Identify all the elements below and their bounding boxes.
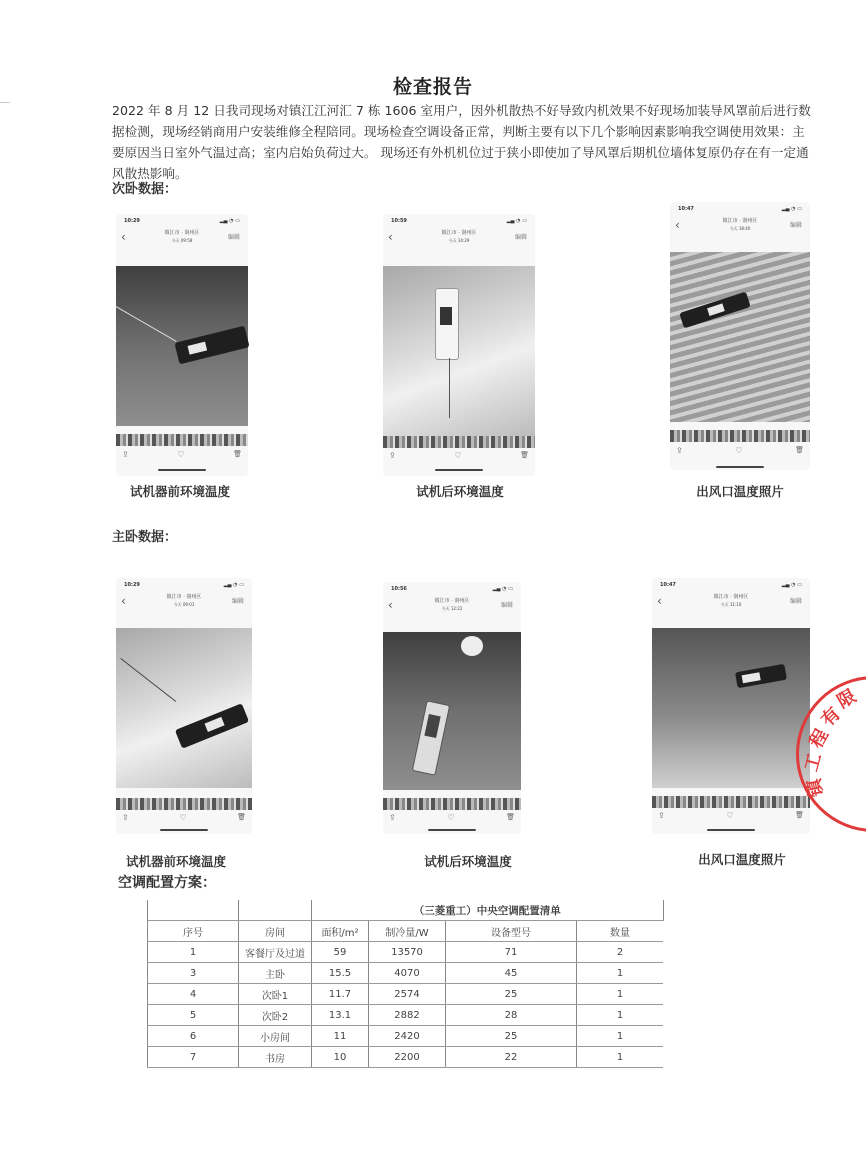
photo-navbar: [652, 592, 810, 612]
status-time: 10:56: [391, 586, 407, 592]
location-sub: 今天 09:58: [171, 238, 193, 243]
table-row: [148, 1005, 664, 1026]
vent-photo: [670, 252, 810, 422]
photo-toolbar: [116, 813, 252, 825]
status-time: 10:47: [660, 582, 676, 588]
column-header: 制冷量/W: [369, 921, 446, 942]
table-cell: 6: [148, 1026, 239, 1047]
table-cell: 25: [446, 984, 577, 1005]
stamp-text: 限: [833, 685, 860, 713]
thumbnail-strip[interactable]: [670, 430, 810, 442]
edit-button[interactable]: 编辑: [500, 602, 513, 609]
photo-card: [116, 214, 248, 476]
thermometer-device: [735, 664, 787, 688]
home-indicator: [158, 469, 206, 471]
status-time: 10:59: [391, 218, 407, 224]
table-cell: 次卧1: [239, 984, 312, 1005]
section-label-master-bedroom: 主卧数据：: [112, 530, 178, 545]
location-text: 镇江市 · 润州区: [434, 598, 470, 604]
trash-icon[interactable]: 🗑: [795, 446, 804, 454]
location-sub: 今天 11:10: [720, 602, 742, 607]
table-cell: 1: [148, 942, 239, 963]
location-text: 镇江市 · 润州区: [722, 218, 758, 224]
photo-toolbar: [383, 813, 521, 825]
table-cell: 主卧: [239, 963, 312, 984]
table-cell: 1: [577, 1026, 664, 1047]
photo-toolbar: [670, 446, 810, 458]
table-cell: 4070: [369, 963, 446, 984]
home-indicator: [707, 829, 755, 831]
status-time: 10:29: [124, 582, 140, 588]
table-row: [148, 963, 664, 984]
photo-toolbar: [383, 451, 535, 463]
heart-icon[interactable]: ♡: [179, 813, 187, 822]
status-bar: [124, 218, 240, 226]
table-cell: 1: [577, 1047, 664, 1068]
status-bar: [678, 206, 802, 214]
vent-photo: [652, 628, 810, 788]
location-sub: 今天 18:40: [729, 226, 751, 231]
stamp-text: 镇: [803, 777, 828, 799]
back-icon[interactable]: ‹: [657, 594, 662, 608]
table-cell: 2: [577, 942, 664, 963]
edit-button[interactable]: 编辑: [227, 234, 240, 241]
location-sub: 今天 12:22: [441, 606, 463, 611]
share-icon[interactable]: ⇪: [389, 813, 396, 822]
table-cell: 3: [148, 963, 239, 984]
table-cell: 11: [312, 1026, 369, 1047]
photo-card: [116, 578, 252, 834]
thermometer-photo: [383, 632, 521, 790]
table-cell: 13.1: [312, 1005, 369, 1026]
trash-icon[interactable]: 🗑: [795, 811, 804, 819]
thermometer-device: [175, 703, 249, 749]
photo-card: [383, 214, 535, 476]
table-cell: 25: [446, 1026, 577, 1047]
stamp-text: 工: [800, 750, 826, 774]
home-indicator: [435, 469, 483, 471]
trash-icon[interactable]: 🗑: [506, 813, 515, 821]
back-icon[interactable]: ‹: [388, 598, 393, 612]
photo-navbar: [383, 228, 535, 248]
location-text: 镇江市 · 润州区: [713, 594, 749, 600]
stamp-text: 程: [805, 725, 833, 752]
table-cell: 1: [577, 963, 664, 984]
photo-caption: 出风口温度照片: [696, 484, 784, 499]
thumbnail-strip[interactable]: [383, 436, 535, 448]
photo-caption: 试机器前环境温度: [125, 854, 226, 869]
thermometer-device: [174, 326, 249, 365]
location-sub: 今天 09:01: [173, 602, 195, 607]
thermometer-photo: [116, 266, 248, 426]
table-cell: 7: [148, 1047, 239, 1068]
table-cell: 1: [577, 984, 664, 1005]
home-indicator: [716, 466, 764, 468]
photo-navbar: [383, 596, 521, 616]
edit-button[interactable]: 编辑: [789, 222, 802, 229]
home-indicator: [160, 829, 208, 831]
table-title-row: [148, 900, 664, 921]
status-bar: [391, 586, 513, 594]
table-cell: 2574: [369, 984, 446, 1005]
heart-icon[interactable]: ♡: [177, 450, 185, 459]
column-header: 数量: [577, 921, 664, 942]
photo-caption: 出风口温度照片: [698, 852, 786, 867]
table-cell: 22: [446, 1047, 577, 1068]
section-label-second-bedroom: 次卧数据：: [112, 182, 178, 197]
table-cell: [148, 900, 239, 921]
table-header-row: [148, 921, 664, 942]
back-icon[interactable]: ‹: [121, 594, 126, 608]
thumbnail-strip[interactable]: [116, 434, 248, 446]
section-label-ac-config: 空调配置方案：: [118, 875, 216, 891]
thermometer-device: [435, 288, 459, 360]
photo-toolbar: [116, 450, 248, 462]
table-row: [148, 1026, 664, 1047]
table-row: [148, 942, 664, 963]
home-indicator: [428, 829, 476, 831]
photo-navbar: [116, 228, 248, 248]
signal-icons: ▂▄ ◔ ▭: [223, 582, 244, 588]
back-icon[interactable]: ‹: [388, 230, 393, 244]
heart-icon[interactable]: ♡: [726, 811, 734, 820]
photo-card: [670, 202, 810, 470]
table-cell: 28: [446, 1005, 577, 1026]
page-title: 检查报告: [392, 76, 473, 98]
photo-caption: 试机后环境温度: [424, 854, 512, 869]
table-cell: 小房间: [239, 1026, 312, 1047]
table-cell: 10: [312, 1047, 369, 1068]
share-icon[interactable]: ⇪: [389, 451, 396, 460]
photo-navbar: [116, 592, 252, 612]
photo-card: [383, 582, 521, 834]
table-row: [148, 1047, 664, 1068]
edit-button[interactable]: 编辑: [789, 598, 802, 605]
table-cell: 1: [577, 1005, 664, 1026]
table-cell: 5: [148, 1005, 239, 1026]
location-text: 镇江市 · 润州区: [166, 594, 202, 600]
scan-margin-mark: [0, 102, 10, 103]
thermometer-photo: [116, 628, 252, 788]
share-icon[interactable]: ⇪: [122, 813, 129, 822]
table-cell: 2882: [369, 1005, 446, 1026]
table-row: [148, 984, 664, 1005]
table-cell: 客餐厅及过道: [239, 942, 312, 963]
signal-icons: ▂▄ ◔ ▭: [219, 218, 240, 224]
trash-icon[interactable]: 🗑: [520, 451, 529, 459]
stamp-text: 有: [817, 703, 845, 731]
table-cell: 59: [312, 942, 369, 963]
table-title: （三菱重工）中央空调配置清单: [312, 900, 664, 921]
thermometer-photo: [383, 266, 535, 436]
table-cell: 45: [446, 963, 577, 984]
thumbnail-strip[interactable]: [383, 798, 521, 810]
column-header: 面积/m²: [312, 921, 369, 942]
table-cell: 2420: [369, 1026, 446, 1047]
signal-icons: ▂▄ ◔ ▭: [781, 582, 802, 588]
signal-icons: ▂▄ ◔ ▭: [492, 586, 513, 592]
status-bar: [124, 582, 244, 590]
photo-card: [652, 578, 810, 834]
thermometer-device: [412, 700, 450, 775]
back-icon[interactable]: ‹: [675, 218, 680, 232]
photo-location: [383, 230, 535, 244]
intro-text: 2022 年 8 月 12 日我司现场对镇江江河汇 7 栋 1606 室用户，因外机散热不好导致内机效果不好现场加装导风罩前后进行数据检测，现场经销商用户安装维修全程陪同。现场检查空调设备正常，判断主要有以下几个影响因素影响我空调使用效果：主要原因当日室外气温过高；室内启始负荷过大。 现场还有外机机位过于狭小即使加了导风罩后期机位墙体复原仍存在有一定通风散热影响。: [112, 103, 811, 181]
photo-caption: 试机器前环境温度: [129, 484, 230, 499]
thumbnail-strip[interactable]: [116, 798, 252, 810]
thumbnail-strip[interactable]: [652, 796, 810, 808]
signal-icons: ▂▄ ◔ ▭: [781, 206, 802, 212]
heart-icon[interactable]: ♡: [454, 451, 462, 460]
photo-caption: 试机后环境温度: [416, 484, 504, 499]
ac-config-table: [147, 900, 664, 1068]
back-icon[interactable]: ‹: [121, 230, 126, 244]
table-cell: 71: [446, 942, 577, 963]
location-text: 镇江市 · 润州区: [441, 230, 477, 236]
signal-icons: ▂▄ ◔ ▭: [506, 218, 527, 224]
table-cell: 次卧2: [239, 1005, 312, 1026]
table-cell: 11.7: [312, 984, 369, 1005]
status-bar: [391, 218, 527, 226]
trash-icon[interactable]: 🗑: [233, 450, 242, 458]
column-header: 设备型号: [446, 921, 577, 942]
heart-icon[interactable]: ♡: [447, 813, 455, 822]
table-cell: 13570: [369, 942, 446, 963]
share-icon[interactable]: ⇪: [658, 811, 665, 820]
photo-location: [652, 594, 810, 608]
table-cell: 4: [148, 984, 239, 1005]
table-cell: 书房: [239, 1047, 312, 1068]
status-bar: [660, 582, 802, 590]
column-header: 房间: [239, 921, 312, 942]
status-time: 10:47: [678, 206, 694, 212]
location-text: 镇江市 · 润州区: [164, 230, 200, 236]
share-icon[interactable]: ⇪: [122, 450, 129, 459]
status-time: 10:29: [124, 218, 140, 224]
table-cell: 15.5: [312, 963, 369, 984]
edit-button[interactable]: 编辑: [231, 598, 244, 605]
photo-toolbar: [652, 811, 810, 823]
column-header: 序号: [148, 921, 239, 942]
share-icon[interactable]: ⇪: [676, 446, 683, 455]
heart-icon[interactable]: ♡: [735, 446, 743, 455]
intro-paragraph: [112, 100, 812, 184]
thermometer-device: [679, 292, 751, 329]
trash-icon[interactable]: 🗑: [237, 813, 246, 821]
edit-button[interactable]: 编辑: [514, 234, 527, 241]
table-cell: [239, 900, 312, 921]
location-sub: 今天 14:29: [448, 238, 470, 243]
table-cell: 2200: [369, 1047, 446, 1068]
photo-navbar: [670, 216, 810, 236]
